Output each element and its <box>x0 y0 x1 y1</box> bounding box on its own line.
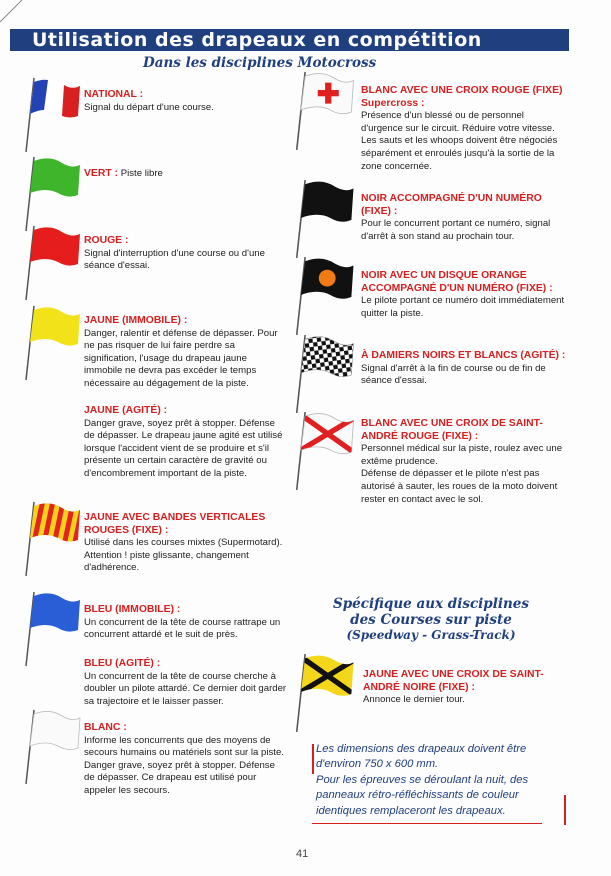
white-flag-icon <box>20 708 82 786</box>
entry-title: BLEU (IMMOBILE) : <box>84 604 181 615</box>
special-line-3: (Speedway - Grass-Track) <box>346 628 516 642</box>
special-line-2: des Courses sur piste <box>350 612 512 628</box>
yellow-black-saint-andrew-cross-flag-icon <box>290 652 356 734</box>
saint-andrew-red-cross-flag-icon <box>290 410 356 492</box>
entry-national <box>84 89 280 114</box>
checkered-flag-icon <box>290 333 356 415</box>
yellow-flag-icon <box>20 304 82 382</box>
note-left-bar <box>312 744 314 774</box>
entry-title: JAUNE (AGITÉ) : <box>84 405 168 416</box>
green-flag-icon <box>20 155 82 233</box>
entry-title: JAUNE AVEC BANDES VERTICALES ROUGES (FIXE) : <box>84 512 266 536</box>
entry-jaune-agite <box>84 405 284 481</box>
red-flag-icon <box>20 224 82 302</box>
entry-text: Signal du départ d'une course. <box>84 101 214 113</box>
entry-title: À DAMIERS NOIRS ET BLANCS (AGITÉ) : <box>361 350 566 361</box>
entry-text: Signal d'arrêt à la fin de course ou de fin de séance d'essai. <box>361 362 546 387</box>
special-section-heading <box>296 596 566 643</box>
special-line-1: Spécifique aux disciplines <box>332 596 529 612</box>
entry-blanc-croix-rouge <box>361 85 566 173</box>
entry-noir-disque-orange <box>361 270 566 320</box>
entry-text: Pour le concurrent portant ce numéro, signal d'arrêt à son stand au prochain tour. <box>361 218 551 242</box>
entry-rouge <box>84 235 280 273</box>
entry-title: BLANC AVEC UNE CROIX DE SAINT-ANDRÉ ROUGE (FIXE) : <box>361 418 543 442</box>
entry-title: JAUNE (IMMOBILE) : <box>84 315 188 326</box>
page-corner-curl <box>0 0 40 30</box>
entry-title: BLEU (AGITÉ) : <box>84 658 161 669</box>
entry-text: Personnel médical sur la piste, roulez avec une extême prudence. <box>361 443 563 467</box>
french-flag-icon <box>20 76 82 154</box>
note-right-bar <box>564 795 566 825</box>
entry-bleu-immobile <box>84 604 288 642</box>
entry-noir-numero <box>361 193 566 243</box>
entry-text: Annonce le dernier tour. <box>363 694 465 706</box>
page-title: Utilisation des drapeaux en compétition <box>32 29 482 51</box>
entry-title: NOIR ACCOMPAGNÉ D'UN NUMÉRO (FIXE) : <box>361 193 542 217</box>
entry-text: Utilisé dans les courses mixtes (Supermotard). Attention ! piste glissante, changement d'adhérence. <box>84 537 283 574</box>
entry-title: NOIR AVEC UN DISQUE ORANGE ACCOMPAGNÉ D'UN NUMÉRO (FIXE) : <box>361 270 553 294</box>
black-orange-disc-flag-icon <box>290 255 356 337</box>
entry-text: Danger, ralentir et défense de dépasser. Pour ne pas risquer de lui faire perdre sa signification, l'usage du drapeau jaune immobile ne devra pas excéder le temps nécessaire au dégagement de la piste. <box>84 327 278 389</box>
black-flag-icon <box>290 178 356 260</box>
entry-text: Le pilote portant ce numéro doit immédiatement quitter la piste. <box>361 295 565 319</box>
entry-bleu-agite <box>84 658 288 708</box>
entry-title: BLANC : <box>84 722 127 733</box>
entry-text: Danger grave, soyez prêt à stopper. Défense de dépasser. Le drapeau jaune agité est utilisé lorsque l'accident vient de se produire et s'il présente un certain caractère de gravité ou d'encombrement important de la piste. <box>84 417 283 479</box>
entry-damiers <box>361 350 566 388</box>
entry-title: ROUGE : <box>84 235 129 246</box>
entry-croix-saint-andre-noire <box>363 669 563 707</box>
entry-text: Présence d'un blessé ou de personnel d'urgence sur le circuit. Réduire votre vitesse. Les sauts et les whoops doivent être négociés séparément et enroulés jusqu'à la sortie de la zone concernée. <box>361 110 558 172</box>
note-line-1: Les dimensions des drapeaux doivent être d'environ 750 x 600 mm. <box>316 743 527 771</box>
entry-text: Signal d'interruption d'une course ou d'une séance d'essai. <box>84 247 265 272</box>
entry-jaune-bandes <box>84 512 288 575</box>
entry-text-2: Défense de dépasser et le pilote n'est pas autorisé à sauter, les roues de la moto doivent rester en contact avec le sol. <box>361 468 558 505</box>
dimensions-note <box>316 742 566 819</box>
white-red-cross-flag-icon <box>290 70 356 152</box>
yellow-red-striped-flag-icon <box>20 500 82 578</box>
page-number: 41 <box>296 848 309 860</box>
note-line-2: Pour les épreuves se déroulant la nuit, des panneaux rétro-réfléchissants de couleur identiques remplaceront les drapeaux. <box>316 773 529 817</box>
entry-title: BLANC AVEC UNE CROIX ROUGE (FIXE) Supercross : <box>361 85 563 109</box>
entry-text: Un concurrent de la tête de course rattrape un concurrent attardé et le suit de près. <box>84 616 281 641</box>
entry-title: NATIONAL : <box>84 89 144 100</box>
entry-title: JAUNE AVEC UNE CROIX DE SAINT-ANDRÉ NOIRE (FIXE) : <box>363 669 544 693</box>
entry-vert <box>84 168 280 181</box>
entry-text: Un concurrent de la tête de course cherche à doubler un pilote attardé. Ce dernier doit garder sa trajectoire et le laisser passer. <box>84 670 287 707</box>
entry-text: Piste libre <box>120 168 163 179</box>
entry-text: Informe les concurrents que des moyens de secours humains ou matériels sont sur la piste. Danger grave, soyez prêt à stopper. Défense de dépasser. Ce drapeau est utilisé pour appeler les secours. <box>84 734 284 796</box>
blue-flag-icon <box>20 590 82 668</box>
title-banner <box>10 29 569 51</box>
entry-blanc <box>84 722 288 798</box>
note-underline <box>312 823 542 825</box>
page-subtitle: Dans les disciplines Motocross <box>143 55 377 71</box>
entry-jaune-immobile <box>84 315 284 391</box>
entry-croix-saint-andre-rouge <box>361 418 566 506</box>
entry-title: VERT : <box>84 168 119 179</box>
